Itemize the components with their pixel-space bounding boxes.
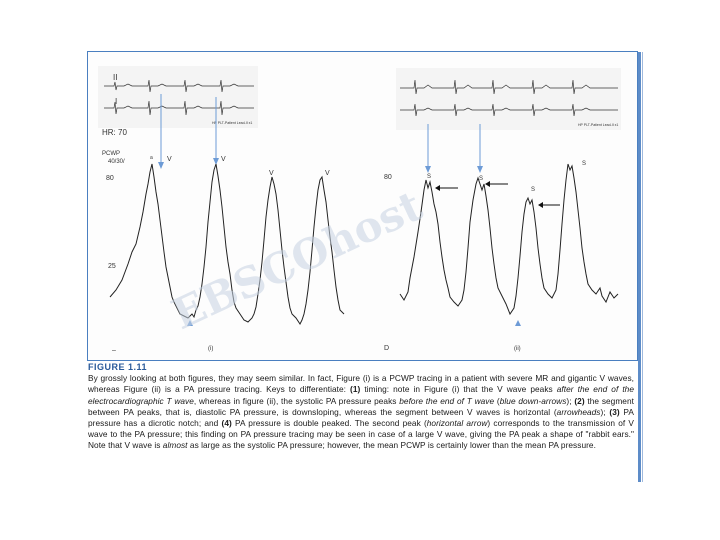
right-ecg-caption: HP PLT-Patient Lead-II x1: [578, 123, 619, 127]
pa-waveform: [400, 164, 618, 314]
right-arrowhead-marker: [515, 320, 521, 326]
caption-span: );: [566, 395, 575, 406]
caption-span: PA pressure has a dicrotic notch; and: [88, 406, 634, 429]
caption-span: );: [600, 406, 610, 417]
v-mark-2: V: [221, 156, 226, 163]
left-tick-mark: a: [150, 155, 153, 161]
right-blue-arrowhead-2: [477, 166, 483, 173]
caption-text: [88, 373, 634, 451]
caption-span: , whereas in figure (ii), the systolic PA pressure peaks: [193, 395, 400, 406]
caption-italic: arrowheads: [556, 406, 601, 417]
caption-span: By grossly looking at both figures, they may seem similar. In fact, Figure (i) is a PCWP tracing in a patient with severe MR and gigantic V waves, whereas Figure (ii) is a PA pressure tracing. Keys to differentiate:: [88, 373, 634, 395]
pcwp-value: 40/30/: [108, 159, 125, 165]
horizontal-arrowhead-3: [538, 202, 543, 208]
left-panel-id: (i): [208, 346, 214, 352]
lead-i-label: I: [115, 97, 118, 106]
caption-key: (2): [574, 395, 585, 406]
caption-span: as large as the systolic PA pressure; however, the mean PCWP is certainly lower than the mean PA pressure.: [187, 440, 596, 451]
caption-span: timing: note in Figure (i) that the V wave peaks: [360, 384, 557, 395]
right-ecg-strip: [396, 68, 621, 130]
slide-accent-bar-thin: [642, 52, 643, 482]
right-corner-mark: D: [384, 345, 390, 352]
lead-ii-label: II: [113, 73, 118, 82]
s-mark-4: S: [582, 161, 587, 167]
horizontal-arrowhead-1: [435, 185, 440, 191]
horizontal-arrowhead-2: [485, 181, 490, 187]
left-ecg-caption: HP PLT-Patient Lead-II x1: [212, 121, 253, 125]
v-mark-1: V: [167, 156, 172, 163]
left-scale-high: 80: [106, 175, 114, 182]
pcwp-label: PCWP: [102, 151, 120, 157]
slide-accent-bar: [638, 52, 641, 482]
caption-italic: almost: [162, 440, 188, 451]
caption-italic: before the end of T wave: [399, 395, 495, 406]
right-panel-id: (ii): [514, 346, 521, 352]
caption-italic: horizontal arrow: [426, 418, 488, 429]
s-mark-1: S: [427, 174, 432, 180]
caption-span: ) corresponds to the transmission of V wave to the PA pressure; this finding on PA pressure tracing may be seen in case of a large V wave, giving the PA peak a shape of "rabbit ears." Note that V wave is: [88, 418, 634, 451]
right-blue-arrowhead-1: [425, 166, 431, 173]
caption-italic: after the end of the electrocardiographic T wave: [88, 384, 634, 406]
caption-span: the segment between PA peaks, that is, diastolic PA pressure, is downsloping, whereas the segment between V waves is horizontal (: [88, 395, 634, 417]
right-scale-high: 80: [384, 174, 392, 181]
caption-key: (3): [609, 406, 620, 417]
figure-label: FIGURE 1.11: [88, 362, 148, 372]
s-mark-2: S: [479, 176, 484, 182]
caption-span: PA pressure is double peaked. The second peak (: [231, 418, 427, 429]
left-blue-arrowhead-1: [158, 162, 164, 169]
s-mark-3: S: [531, 187, 536, 193]
left-ecg-strip: [98, 66, 258, 128]
watermark: EBSCOhost: [164, 180, 430, 340]
left-small-tick: –: [112, 347, 116, 354]
hr-label: HR: 70: [102, 128, 127, 137]
caption-italic: blue down-arrows: [499, 395, 567, 406]
figure-image: [88, 52, 634, 358]
v-mark-4: V: [325, 170, 330, 177]
v-mark-3: V: [269, 170, 274, 177]
caption-key: (4): [221, 418, 232, 429]
caption-span: (: [494, 395, 500, 406]
figure-caption: [88, 362, 634, 452]
caption-key: (1): [350, 384, 361, 395]
left-scale-low: 25: [108, 263, 116, 270]
